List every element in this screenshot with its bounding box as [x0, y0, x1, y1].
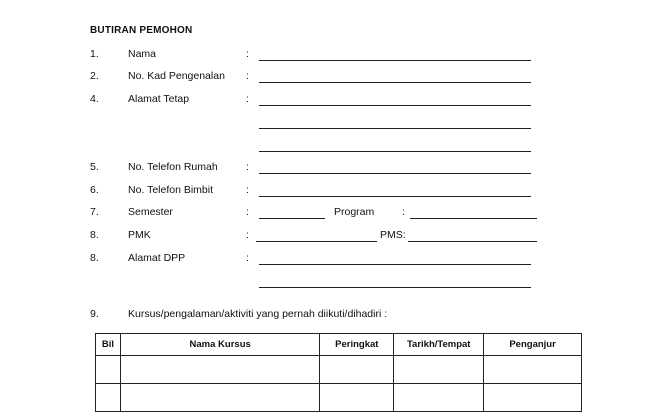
field-colon: : [246, 161, 249, 173]
field-label: No. Kad Pengenalan [128, 70, 225, 82]
alamat-dpp-line-1[interactable] [259, 264, 531, 265]
alamat-tetap-line-3[interactable] [259, 151, 531, 152]
item9-number: 9. [90, 308, 99, 320]
telefon-bimbit-input-line[interactable] [259, 196, 531, 197]
item9-text: Kursus/pengalaman/aktiviti yang pernah diikuti/dihadiri : [128, 308, 388, 320]
courses-table [95, 333, 582, 412]
col-header-bil: Bil [96, 334, 121, 356]
field-number: 7. [90, 206, 99, 218]
field-label: Nama [128, 48, 157, 60]
table-cell[interactable] [484, 384, 582, 412]
field-colon: : [246, 206, 249, 218]
field-number: 2. [90, 70, 99, 82]
col-header-nama-kursus: Nama Kursus [120, 334, 319, 356]
field-label: No. Telefon Bimbit [128, 184, 214, 196]
alamat-dpp-line-2[interactable] [259, 287, 531, 288]
field-colon: : [246, 70, 249, 82]
field-number: 1. [90, 48, 99, 60]
field-colon: : [246, 229, 249, 241]
table-cell[interactable] [96, 384, 121, 412]
table-row [96, 356, 582, 384]
table-cell[interactable] [320, 384, 394, 412]
table-cell[interactable] [120, 356, 319, 384]
program-label: Program [334, 206, 375, 218]
col-header-peringkat: Peringkat [320, 334, 394, 356]
field-number: 6. [90, 184, 99, 196]
field-colon: : [246, 184, 249, 196]
program-input-line[interactable] [410, 218, 537, 219]
table-cell[interactable] [394, 384, 484, 412]
table-cell[interactable] [394, 356, 484, 384]
table-cell[interactable] [120, 384, 319, 412]
table-cell[interactable] [96, 356, 121, 384]
pms-input-line[interactable] [408, 241, 537, 242]
pms-label: PMS: [380, 229, 406, 241]
telefon-rumah-input-line[interactable] [259, 173, 531, 174]
section-title: BUTIRAN PEMOHON [90, 25, 193, 36]
table-cell[interactable] [320, 356, 394, 384]
table-cell[interactable] [484, 356, 582, 384]
alamat-tetap-line-1[interactable] [259, 105, 531, 106]
col-header-penganjur: Penganjur [484, 334, 582, 356]
ic-input-line[interactable] [259, 82, 531, 83]
field-colon: : [246, 93, 249, 105]
table-row [96, 384, 582, 412]
field-label: Alamat DPP [128, 252, 186, 264]
program-colon: : [402, 206, 405, 218]
field-label: Alamat Tetap [128, 93, 190, 105]
field-number: 8. [90, 229, 99, 241]
field-colon: : [246, 48, 249, 60]
field-label: PMK [128, 229, 151, 241]
field-label: No. Telefon Rumah [128, 161, 218, 173]
pmk-input-line[interactable] [256, 241, 377, 242]
field-colon: : [246, 252, 249, 264]
field-number: 4. [90, 93, 99, 105]
nama-input-line[interactable] [259, 60, 531, 61]
alamat-tetap-line-2[interactable] [259, 128, 531, 129]
field-label: Semester [128, 206, 173, 218]
semester-input-line[interactable] [259, 218, 325, 219]
field-number: 8. [90, 252, 99, 264]
field-number: 5. [90, 161, 99, 173]
table-header-row [96, 334, 582, 356]
col-header-tarikh-tempat: Tarikh/Tempat [394, 334, 484, 356]
